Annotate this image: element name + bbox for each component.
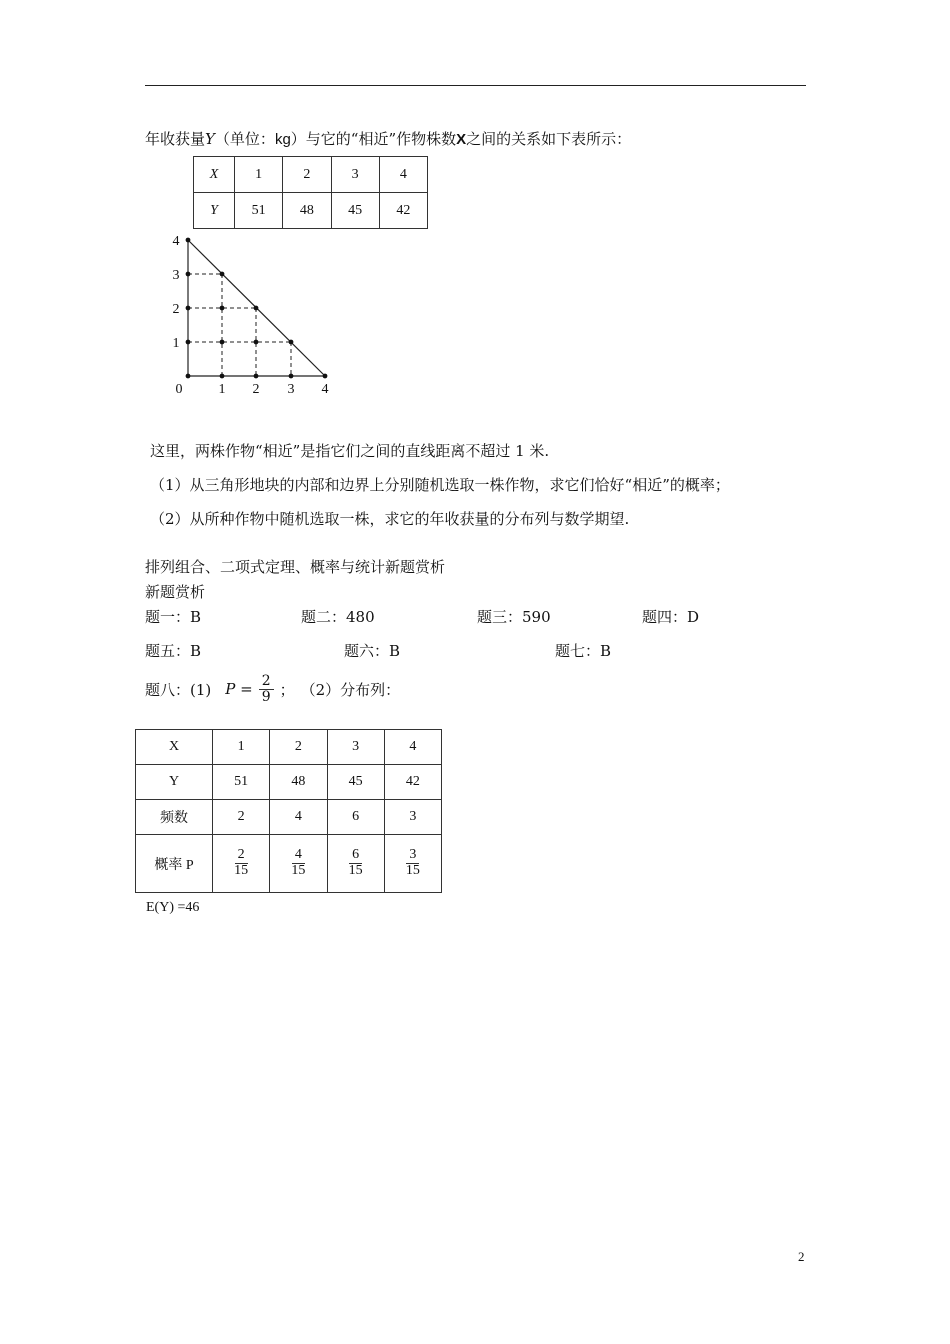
yield-table bbox=[193, 156, 428, 229]
table-cell: 3 bbox=[331, 157, 379, 193]
intro-end: 之间的关系如下表所示： bbox=[466, 130, 632, 148]
expectation-value: E(Y) =46 bbox=[146, 900, 200, 915]
answer-item: 题七：B bbox=[555, 642, 612, 660]
grid-point bbox=[186, 272, 191, 277]
table-cell: 1 bbox=[235, 157, 283, 193]
x-tick-label: 2 bbox=[252, 382, 260, 397]
grid-point bbox=[220, 374, 225, 379]
grid-point bbox=[323, 374, 328, 379]
y-tick-label: 3 bbox=[172, 268, 180, 283]
grid-point bbox=[254, 340, 259, 345]
grid-point bbox=[220, 272, 225, 277]
table-cell: X bbox=[194, 157, 235, 193]
grid-point bbox=[289, 340, 294, 345]
answer-item: 题四：D bbox=[642, 608, 700, 626]
fraction-denominator: 15 bbox=[291, 863, 306, 878]
probability-fraction bbox=[403, 848, 423, 878]
answer-item: 题二：480 bbox=[301, 608, 375, 626]
fraction-denominator: 9 bbox=[261, 688, 271, 705]
grid-point bbox=[289, 374, 294, 379]
intro-var-x: X bbox=[456, 131, 467, 148]
x-tick-label: 0 bbox=[175, 382, 183, 397]
intro-middle: （单位： bbox=[214, 130, 275, 148]
question-1: （1）从三角形地块的内部和边界上分别随机选取一株作物，求它们恰好“相近”的概率； bbox=[150, 476, 730, 494]
x-tick-label: 3 bbox=[287, 382, 295, 397]
distribution-table bbox=[135, 729, 442, 893]
answer-8-fraction bbox=[259, 674, 274, 704]
table-row bbox=[136, 730, 442, 765]
grid-point bbox=[186, 374, 191, 379]
table-cell: 48 bbox=[270, 765, 327, 800]
intro-line bbox=[145, 128, 631, 149]
intro-unit: kg bbox=[274, 131, 291, 148]
fraction-denominator: 15 bbox=[348, 863, 363, 878]
fraction-numerator: 6 bbox=[349, 848, 362, 864]
grid-point bbox=[254, 374, 259, 379]
table-row bbox=[194, 157, 428, 193]
table-row bbox=[194, 193, 428, 229]
fraction-numerator: 4 bbox=[292, 848, 305, 864]
x-tick-label: 1 bbox=[218, 382, 226, 397]
intro-var-y: Y bbox=[205, 130, 215, 148]
table-cell: 2 bbox=[270, 730, 327, 765]
header-rule bbox=[145, 85, 806, 86]
answer-8-prefix: 题八：(1) bbox=[145, 680, 212, 699]
table-cell: Y bbox=[136, 765, 213, 800]
table-cell: 频数 bbox=[136, 800, 213, 835]
triangle-grid-figure bbox=[165, 228, 345, 400]
table-row bbox=[136, 765, 442, 800]
grid-point bbox=[220, 340, 225, 345]
y-tick-label: 1 bbox=[172, 336, 180, 351]
table-cell: 4 bbox=[379, 157, 427, 193]
fraction-numerator: 3 bbox=[406, 848, 419, 864]
table-cell: 6 bbox=[327, 800, 384, 835]
answer-8-part2: （2）分布列： bbox=[300, 680, 401, 699]
table-cell: 1 bbox=[213, 730, 270, 765]
grid-point bbox=[186, 238, 191, 243]
question-2: （2）从所种作物中随机选取一株，求它的年收获量的分布列与数学期望. bbox=[150, 510, 630, 528]
answer-item: 题六：B bbox=[344, 642, 401, 660]
definition-text: 这里，两株作物“相近”是指它们之间的直线距离不超过 1 米. bbox=[150, 442, 550, 460]
table-cell: 42 bbox=[384, 765, 441, 800]
page-number: 2 bbox=[798, 1249, 805, 1264]
fraction-denominator: 15 bbox=[234, 863, 249, 878]
table-cell: Y bbox=[194, 193, 235, 229]
table-cell: 45 bbox=[327, 765, 384, 800]
answer-item: 题五：B bbox=[145, 642, 202, 660]
table-cell bbox=[270, 835, 327, 893]
answer-item: 题一：B bbox=[145, 608, 202, 626]
intro-suffix: ）与它的“相近”作物株数 bbox=[290, 130, 457, 148]
table-cell bbox=[384, 835, 441, 893]
x-tick-label: 4 bbox=[321, 382, 329, 397]
answer-8 bbox=[145, 674, 400, 704]
table-row bbox=[136, 800, 442, 835]
table-cell: 48 bbox=[283, 193, 331, 229]
table-cell: 3 bbox=[384, 800, 441, 835]
probability-fraction bbox=[346, 848, 366, 878]
table-cell: 3 bbox=[327, 730, 384, 765]
table-cell: 42 bbox=[379, 193, 427, 229]
fraction-denominator: 15 bbox=[405, 863, 420, 878]
table-cell: 45 bbox=[331, 193, 379, 229]
section-title: 排列组合、二项式定理、概率与统计新题赏析 bbox=[145, 558, 446, 576]
y-tick-label: 2 bbox=[172, 302, 180, 317]
table-cell: 2 bbox=[283, 157, 331, 193]
table-cell: 4 bbox=[270, 800, 327, 835]
probability-fraction bbox=[288, 848, 308, 878]
table-cell: 4 bbox=[384, 730, 441, 765]
y-tick-label: 4 bbox=[172, 234, 180, 249]
probability-fraction bbox=[231, 848, 251, 878]
answer-item: 题三：590 bbox=[477, 608, 551, 626]
table-cell: 51 bbox=[235, 193, 283, 229]
answer-8-p: P = bbox=[225, 680, 253, 699]
fraction-numerator: 2 bbox=[235, 848, 248, 864]
grid-point bbox=[220, 306, 225, 311]
section-subtitle: 新题赏析 bbox=[145, 583, 206, 601]
table-cell: 2 bbox=[213, 800, 270, 835]
grid-point bbox=[186, 340, 191, 345]
answer-8-separator: ； bbox=[279, 680, 295, 699]
table-cell: 概率 P bbox=[136, 835, 213, 893]
grid-point bbox=[186, 306, 191, 311]
table-cell: X bbox=[136, 730, 213, 765]
fraction-numerator: 2 bbox=[259, 674, 274, 690]
table-cell bbox=[327, 835, 384, 893]
intro-prefix: 年收获量 bbox=[145, 130, 206, 148]
grid-point bbox=[254, 306, 259, 311]
table-cell bbox=[213, 835, 270, 893]
table-cell: 51 bbox=[213, 765, 270, 800]
table-row bbox=[136, 835, 442, 893]
